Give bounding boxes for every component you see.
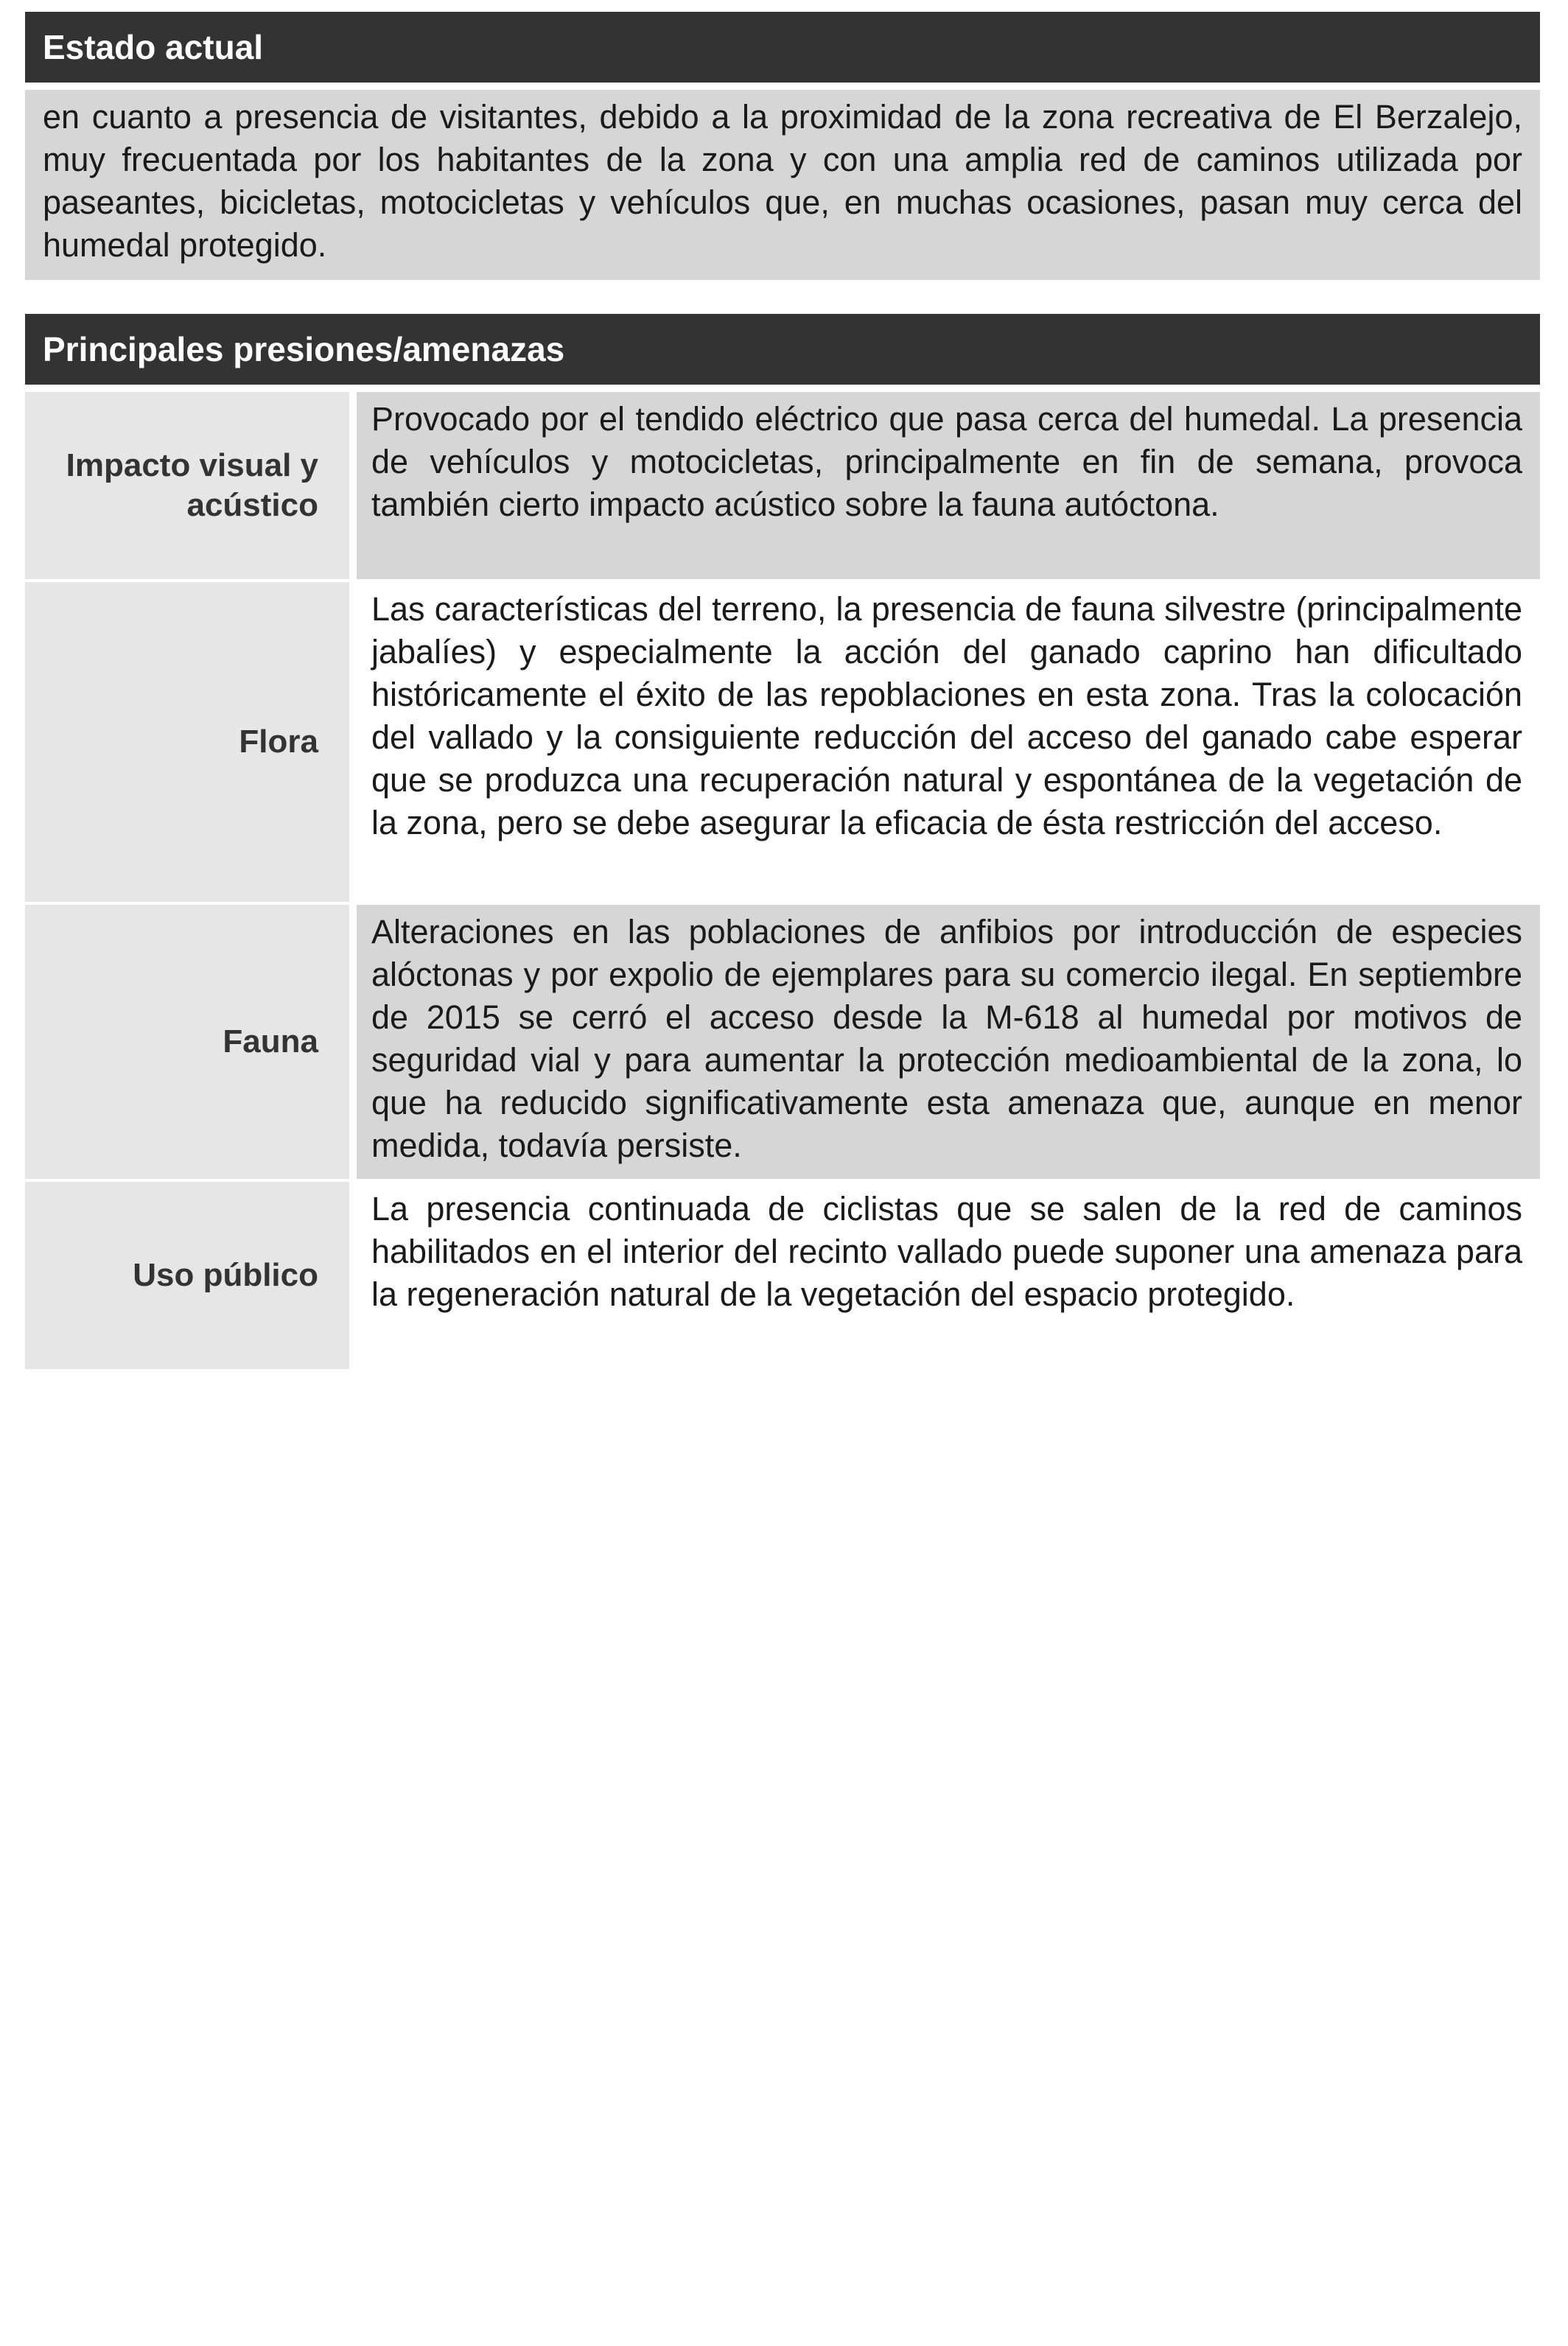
threat-row-impacto [25, 392, 1540, 582]
threat-label: Flora [25, 582, 349, 902]
threat-row-fauna [25, 905, 1540, 1182]
threat-description: Las características del terreno, la presencia de fauna silvestre (principalmente jabalíes) y especialmente la acción del ganado caprino han dificultado históricamente el éxito de las repoblaciones en esta zona. Tras la colocación del vallado y la consiguiente reducción del acceso del ganado cabe esperar que se produzca una recuperación natural y espontánea de la vegetación de la zona, pero se debe asegurar la eficacia de ésta restricción del acceso. [357, 582, 1540, 902]
threat-label: Impacto visual y acústico [25, 392, 349, 579]
threat-label: Uso público [25, 1182, 349, 1369]
threat-table [25, 392, 1540, 1372]
presiones-section [25, 314, 1540, 1372]
threat-label: Fauna [25, 905, 349, 1179]
threat-description: La presencia continuada de ciclistas que se salen de la red de caminos habilitados en el interior del recinto vallado puede suponer una amenaza para la regeneración natural de la vegetación del espacio protegido. [357, 1182, 1540, 1369]
threat-row-uso-publico [25, 1182, 1540, 1372]
estado-actual-section [25, 12, 1540, 280]
threat-row-flora [25, 582, 1540, 905]
presiones-header: Principales presiones/amenazas [25, 314, 1540, 385]
estado-actual-header: Estado actual [25, 12, 1540, 83]
threat-description: Provocado por el tendido eléctrico que pasa cerca del humedal. La presencia de vehículos y motocicletas, principalmente en fin de semana, provoca también cierto impacto acústico sobre la fauna autóctona. [357, 392, 1540, 579]
threat-description: Alteraciones en las poblaciones de anfibios por introducción de especies alóctonas y por expolio de ejemplares para su comercio ilegal. En septiembre de 2015 se cerró el acceso desde la M-618 al humedal por motivos de seguridad vial y para aumentar la protección medioambiental de la zona, lo que ha reducido significativamente esta amenaza que, aunque en menor medida, todavía persiste. [357, 905, 1540, 1179]
estado-actual-text: en cuanto a presencia de visitantes, debido a la proximidad de la zona recreativa de El Berzalejo, muy frecuentada por los habitantes de la zona y con una amplia red de caminos utilizada por paseantes, bicicletas, motocicletas y vehículos que, en muchas ocasiones, pasan muy cerca del humedal protegido. [25, 90, 1540, 280]
